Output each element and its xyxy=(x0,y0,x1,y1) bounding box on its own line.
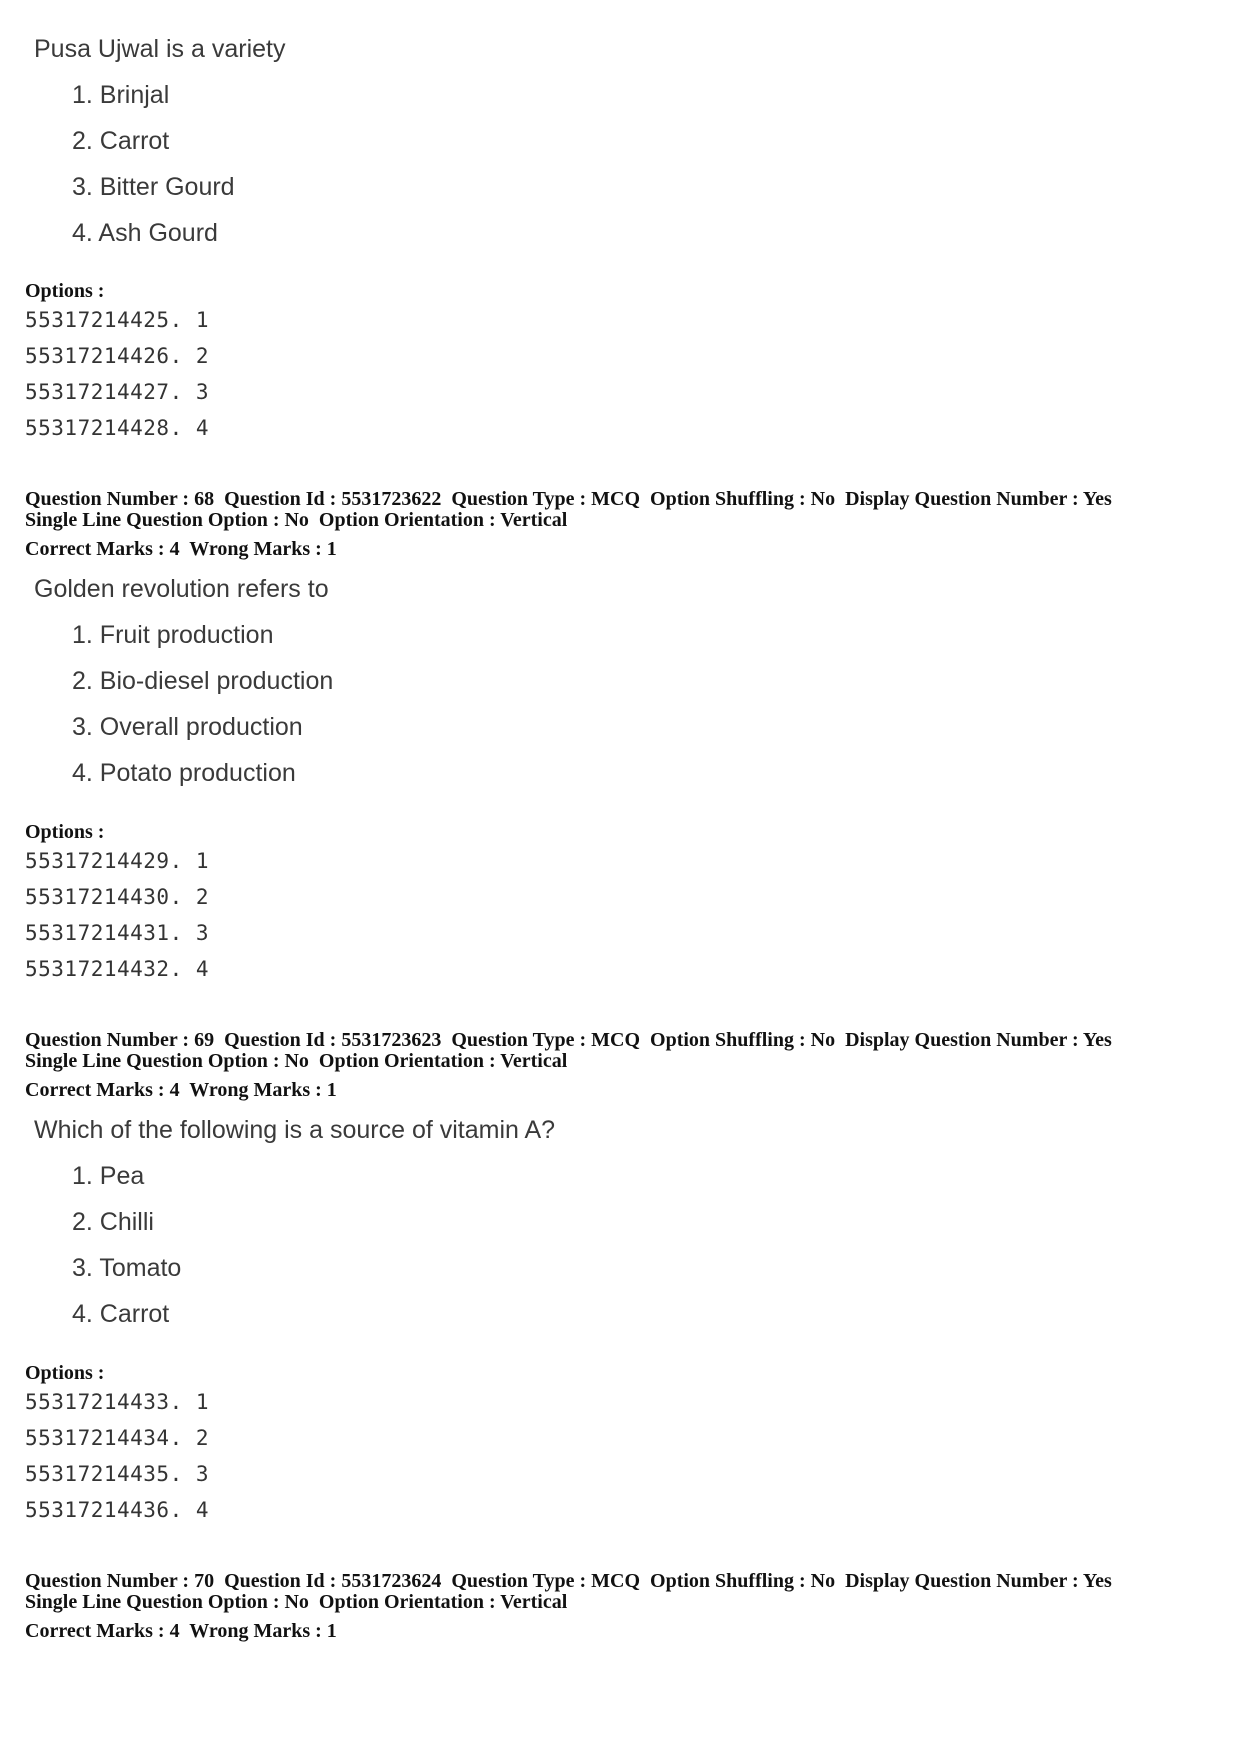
question-69-meta-line-1: Question Number : 69 Question Id : 5531723623 Question Type : MCQ Option Shuffling : No Display Question Number : Yes xyxy=(25,1029,1112,1051)
question-67-option-3: 55317214427. 3 xyxy=(25,380,210,404)
question-69-options-label: Options : xyxy=(25,1362,105,1384)
question-70-meta-line-1: Question Number : 70 Question Id : 5531723624 Question Type : MCQ Option Shuffling : No Display Question Number : Yes xyxy=(25,1570,1112,1592)
question-69-option-1: 55317214433. 1 xyxy=(25,1390,210,1414)
question-68-option-4: 55317214432. 4 xyxy=(25,957,210,981)
question-68-choice-2: 2. Bio-diesel production xyxy=(72,667,334,695)
question-69-choice-4: 4. Carrot xyxy=(72,1300,170,1328)
question-68-meta-line-2: Single Line Question Option : No Option Orientation : Vertical xyxy=(25,509,568,531)
question-68-choice-1: 1. Fruit production xyxy=(72,621,274,649)
question-69-choice-2: 2. Chilli xyxy=(72,1208,154,1236)
question-69-meta-line-2: Single Line Question Option : No Option Orientation : Vertical xyxy=(25,1050,568,1072)
question-68-stem: Golden revolution refers to xyxy=(34,575,329,603)
question-68-option-2: 55317214430. 2 xyxy=(25,885,210,909)
question-68-choice-4: 4. Potato production xyxy=(72,759,296,787)
question-67-option-4: 55317214428. 4 xyxy=(25,416,210,440)
question-68-choice-3: 3. Overall production xyxy=(72,713,303,741)
question-70-marks-line: Correct Marks : 4 Wrong Marks : 1 xyxy=(25,1620,337,1642)
question-69-marks-line: Correct Marks : 4 Wrong Marks : 1 xyxy=(25,1079,337,1101)
question-67-options-label: Options : xyxy=(25,280,105,302)
question-67-option-2: 55317214426. 2 xyxy=(25,344,210,368)
question-67-choice-3: 3. Bitter Gourd xyxy=(72,173,235,201)
question-69-option-4: 55317214436. 4 xyxy=(25,1498,210,1522)
question-69-choice-1: 1. Pea xyxy=(72,1162,145,1190)
question-69-choice-3: 3. Tomato xyxy=(72,1254,182,1282)
question-67-choice-4: 4. Ash Gourd xyxy=(72,219,218,247)
question-69-option-2: 55317214434. 2 xyxy=(25,1426,210,1450)
question-67-choice-1: 1. Brinjal xyxy=(72,81,170,109)
question-70-meta-line-2: Single Line Question Option : No Option Orientation : Vertical xyxy=(25,1591,568,1613)
question-68-option-1: 55317214429. 1 xyxy=(25,849,210,873)
question-69-stem: Which of the following is a source of vitamin A? xyxy=(34,1116,556,1144)
question-67-choice-2: 2. Carrot xyxy=(72,127,170,155)
question-68-meta-line-1: Question Number : 68 Question Id : 5531723622 Question Type : MCQ Option Shuffling : No Display Question Number : Yes xyxy=(25,488,1112,510)
question-67-option-1: 55317214425. 1 xyxy=(25,308,210,332)
question-67-stem: Pusa Ujwal is a variety xyxy=(34,35,286,63)
question-68-option-3: 55317214431. 3 xyxy=(25,921,210,945)
question-68-marks-line: Correct Marks : 4 Wrong Marks : 1 xyxy=(25,538,337,560)
question-68-options-label: Options : xyxy=(25,821,105,843)
question-69-option-3: 55317214435. 3 xyxy=(25,1462,210,1486)
